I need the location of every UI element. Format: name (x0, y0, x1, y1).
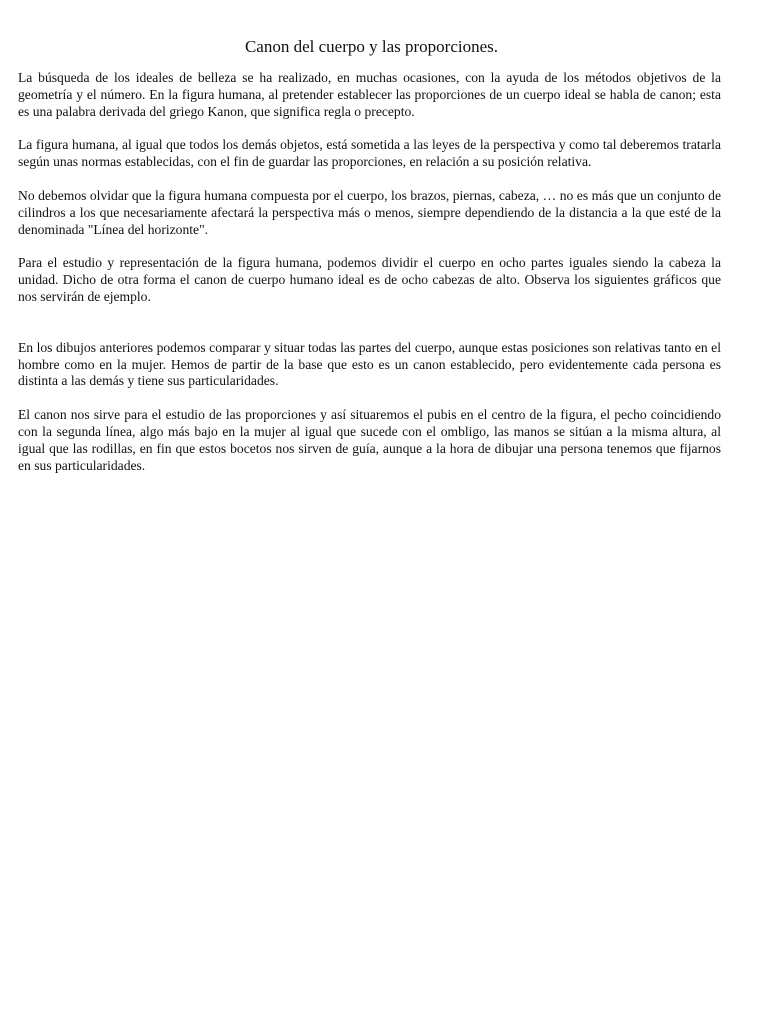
paragraph-canon-usage: El canon nos sirve para el estudio de las proporciones y así situaremos el pubis en el centro de la figura, el pecho coincidiendo con la segunda línea, algo más bajo en la mujer al igual que sucede con el ombligo, las manos se sitúan a la misma altura, al igual que las rodillas, en fin que estos bocetos nos sirven de guía, aunque a la hora de dibujar una persona tenemos que fijarnos en sus particularidades. (18, 407, 721, 473)
paragraph-cylinders: No debemos olvidar que la figura humana compuesta por el cuerpo, los brazos, piernas, cabeza, … no es más que un conjunto de cilindros a los que necesariamente afectará la perspectiva más o menos, siempre dependiendo de la distancia a la que esté de la denominada "Línea del horizonte". (18, 187, 721, 237)
paragraph-canon-definition: La búsqueda de los ideales de belleza se ha realizado, en muchas ocasiones, con la ayuda de los métodos objetivos de la geometría y el número. En la figura humana, al pretender establecer las proporciones de un cuerpo ideal se habla de canon; esta es una palabra derivada del griego Kanon, que significa regla o precepto. (18, 70, 721, 119)
page-title: Canon del cuerpo y las proporciones. (244, 37, 499, 56)
document-page (18, 36, 721, 474)
paragraph-perspective: La figura humana, al igual que todos los demás objetos, está sometida a las leyes de la perspectiva y como tal deberemos tratarla según unas normas establecidas, con el fin de guardar las proporciones, en relación a su posición relativa. (18, 137, 721, 170)
paragraph-eight-heads: Para el estudio y representación de la figura humana, podemos dividir el cuerpo en ocho partes iguales siendo la cabeza la unidad. Dicho de otra forma el canon de cuerpo humano ideal es de ocho cabezas de alto. Observa los siguientes gráficos que nos servirán de ejemplo. (18, 255, 721, 304)
paragraph-comparison: En los dibujos anteriores podemos comparar y situar todas las partes del cuerpo, aunque estas posiciones son relativas tanto en el hombre como en la mujer. Hemos de partir de la base que esto es un canon establecido, pero evidentemente cada persona es distinta a las demás y tiene sus particularidades. (18, 339, 721, 389)
